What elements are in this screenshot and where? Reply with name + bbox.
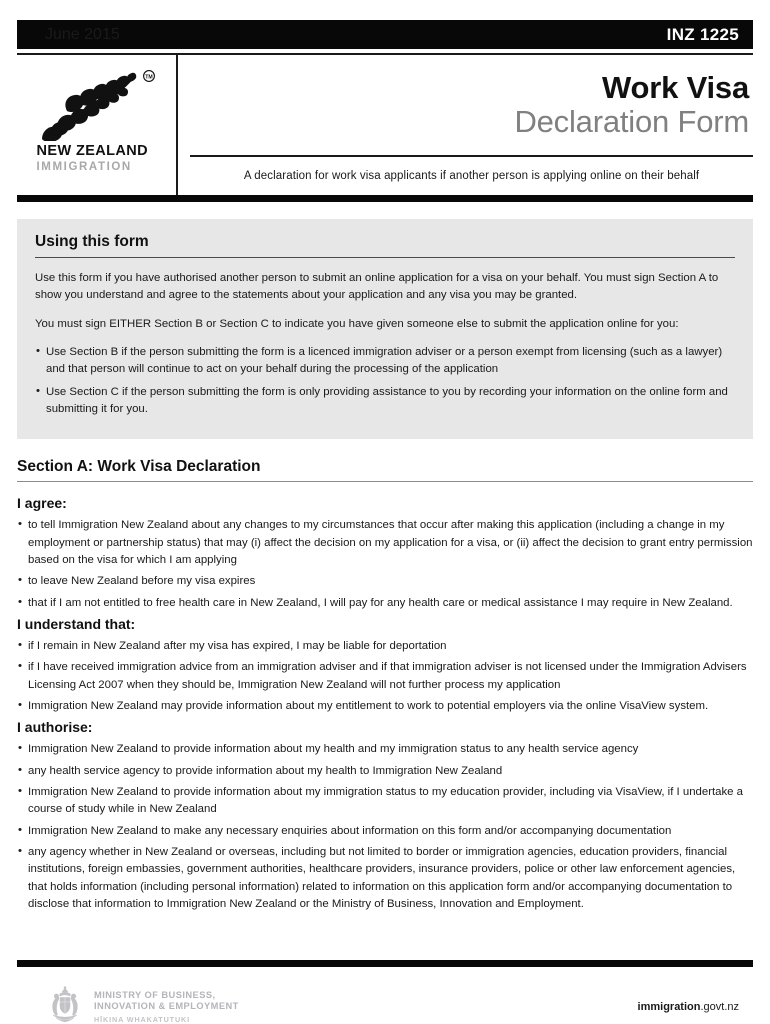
header-title-area	[176, 55, 753, 195]
document-page	[0, 20, 770, 1024]
nz-coat-of-arms-icon	[45, 985, 85, 1024]
group-i-understand	[17, 616, 753, 715]
list-item: • Immigration New Zealand may provide information about my entitlement to work to potential employers via the online VisaView system.	[17, 698, 753, 715]
list-item: • if I have received immigration advice from an immigration adviser and if that immigration adviser is not licensed under the Immigration Advisers Licensing Act 2007 when they should be, Immigration New Zealand will not further process my application	[17, 659, 753, 694]
website-url-rest: .govt.nz	[700, 1001, 739, 1013]
using-this-form-paragraph: You must sign EITHER Section B or Section C to indicate you have given someone else to submit the application online for you:	[35, 317, 679, 330]
list-item: • Immigration New Zealand to make any necessary enquiries about information on this form and/or accompanying documentation	[17, 823, 753, 840]
logo-area	[17, 55, 176, 195]
form-date: June 2015	[45, 25, 120, 43]
list-item: • Use Section C if the person submitting the form is only providing assistance to you by recording your information on the online form and submitting it for you.	[35, 384, 735, 419]
group-label-i-agree: I agree:	[17, 495, 67, 512]
declaration-list-i-understand	[17, 638, 753, 715]
list-item: • to leave New Zealand before my visa expires	[17, 573, 753, 590]
using-this-form-heading: Using this form	[35, 233, 735, 258]
page-subtitle: Declaration Form	[514, 104, 749, 140]
using-this-form-bullets	[35, 344, 735, 418]
list-item: • that if I am not entitled to free health care in New Zealand, I will pay for any health care or medical assistance I may require in New Zealand.	[17, 595, 753, 612]
list-item: • Immigration New Zealand to provide information about my immigration status to my education provider, including via VisaView, if I undertake a course of study while in New Zealand	[17, 784, 753, 819]
group-i-agree	[17, 495, 753, 612]
silver-fern-icon	[37, 69, 157, 141]
form-tagline: A declaration for work visa applicants if another person is applying online on their behalf	[243, 170, 700, 182]
tagline-zone	[190, 157, 753, 195]
using-this-form-panel	[17, 219, 753, 439]
footer-black-bar	[17, 960, 753, 967]
top-black-bar	[17, 20, 753, 49]
logo-line-new-zealand: NEW ZEALAND	[36, 143, 149, 159]
logo-line-immigration: IMMIGRATION	[36, 161, 132, 173]
page-title: Work Visa	[602, 70, 749, 105]
document-footer	[17, 980, 753, 1024]
website-url[interactable]	[638, 1001, 739, 1013]
mbie-line-3: HĪKINA WHAKATUTUKI	[94, 1015, 191, 1024]
mbie-line-2: INNOVATION & EMPLOYMENT	[94, 1001, 239, 1012]
group-label-i-understand: I understand that:	[17, 615, 136, 632]
section-a	[17, 458, 753, 913]
svg-text:TM: TM	[144, 74, 153, 81]
group-label-i-authorise: I authorise:	[17, 719, 93, 736]
list-item: • Immigration New Zealand to provide information about my health and my immigration status to any health service agency	[17, 741, 753, 758]
mbie-logo	[45, 985, 239, 1024]
list-item: • Use Section B if the person submitting the form is a licenced immigration adviser or a person exempt from licensing (such as a lawyer) and that person will continue to act on your behalf during the processing of the application	[35, 344, 735, 379]
list-item: • any health service agency to provide information about my health to Immigration New Zealand	[17, 763, 753, 780]
list-item: • if I remain in New Zealand after my visa has expired, I may be liable for deportation	[17, 638, 753, 655]
section-a-heading: Section A: Work Visa Declaration	[17, 458, 753, 482]
mbie-wordmark	[94, 990, 239, 1024]
form-code: INZ 1225	[666, 24, 739, 44]
header-bottom-bar	[17, 195, 753, 202]
header-vertical-divider	[176, 55, 178, 195]
document-header	[17, 55, 753, 195]
declaration-list-i-authorise	[17, 741, 753, 913]
group-i-authorise	[17, 719, 753, 913]
title-zone	[190, 55, 753, 148]
list-item: • to tell Immigration New Zealand about any changes to my circumstances that occur after making this application (including a change in my employment or partnership status) that may (i) affect the decision on my application for a visa, or (ii) affect the decision to grant entry permission based on the visa for which I am applying	[17, 517, 753, 569]
list-item: • any agency whether in New Zealand or overseas, including but not limited to border or immigration agencies, education providers, financial institutions, foreign embassies, government authorities, healthcare providers, insurance providers, police or other law enforcement agencies, that holds information (including personal information) related to information on this application form and/or accompanying documentation to disclose that information to Immigration New Zealand or the Ministry of Business, Innovation and Employment.	[17, 844, 753, 913]
mbie-line-1: MINISTRY OF BUSINESS,	[94, 989, 216, 1000]
website-url-bold: immigration	[637, 1001, 701, 1013]
declaration-list-i-agree	[17, 517, 753, 612]
nz-immigration-logo	[37, 69, 157, 173]
using-this-form-paragraph: Use this form if you have authorised another person to submit an online application for a visa on your behalf. You must sign Section A to show you understand and agree to the statements about your application and any visa you may be granted.	[35, 272, 719, 302]
